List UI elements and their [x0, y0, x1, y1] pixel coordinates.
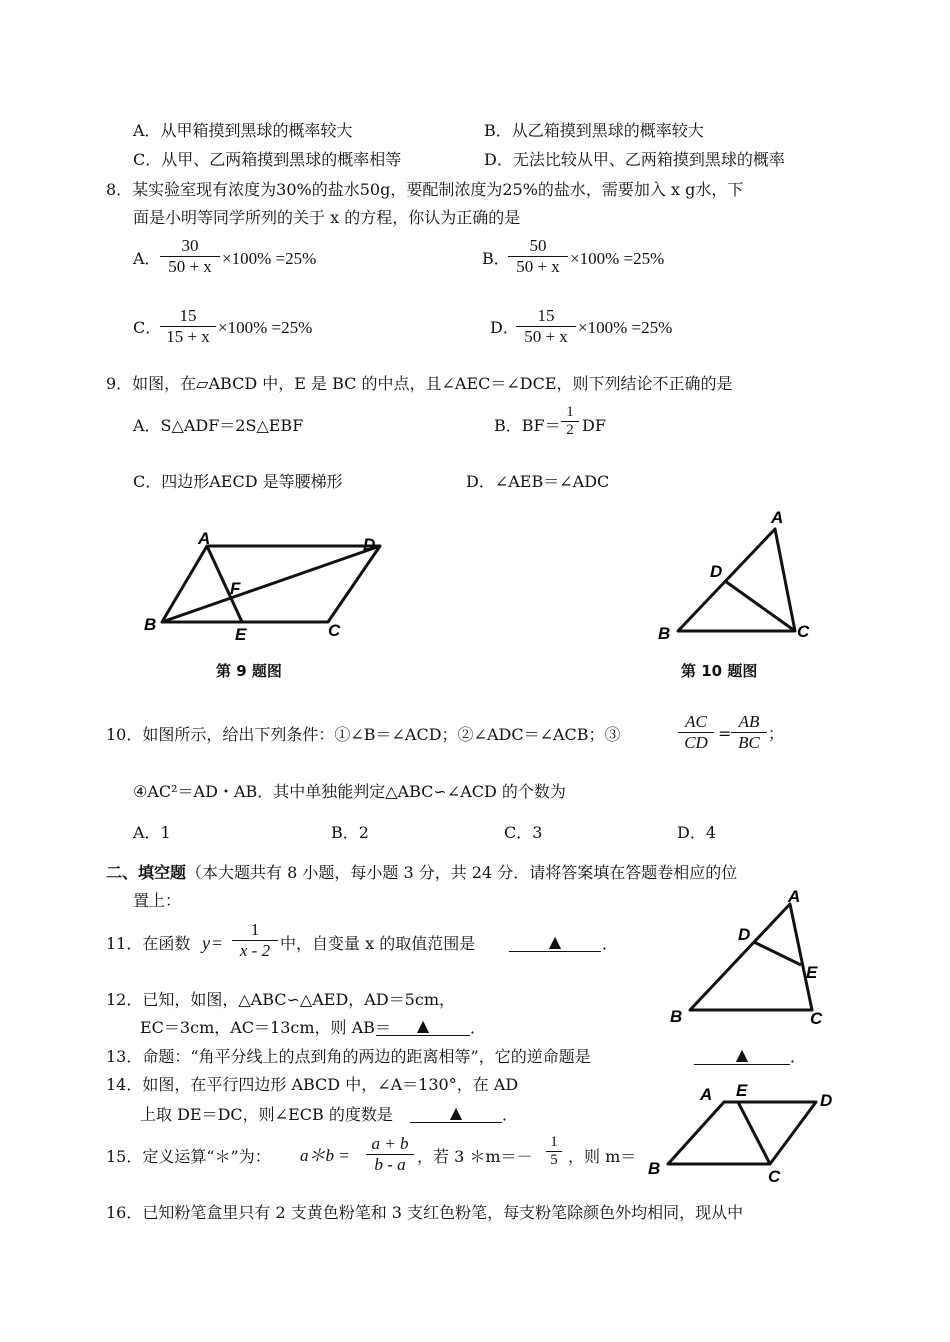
q12-line2: EC＝3cm，AC＝13cm，则 AB＝: [140, 1018, 391, 1037]
q9-option-b-pre: B．BF＝: [494, 416, 561, 435]
q11-denominator: x - 2: [239, 940, 271, 960]
q11-answer-blank[interactable]: [509, 932, 601, 952]
fig9-label-b: B: [144, 615, 157, 634]
fig9-segment-bd: [162, 546, 380, 622]
q10-condition-4: ④AC²＝AD・AB．其中单独能判定△ABC∽∠ACD 的个数为: [133, 782, 566, 801]
q7-option-d: D．无法比较从甲、乙两箱摸到黑球的概率: [484, 150, 785, 169]
section-2-heading: [106, 863, 737, 882]
q15-value-numerator: 1: [546, 1134, 562, 1152]
q12-end: ．: [470, 1018, 487, 1037]
q12-answer-mark: ▲: [376, 1016, 470, 1036]
q11-equals: =: [212, 933, 223, 953]
q8-a-numerator: 30: [160, 236, 220, 257]
q7-option-b: B．从乙箱摸到黑球的概率较大: [484, 121, 704, 140]
fig12-label-a: A: [788, 887, 801, 906]
q8-a-fraction: [160, 236, 220, 276]
q8-d-tail: ×100% =25%: [578, 318, 673, 337]
q14-answer-blank[interactable]: [410, 1103, 502, 1123]
q8-b-numerator: 50: [508, 236, 568, 257]
fig14-label-c: C: [768, 1167, 781, 1184]
fig9-label-c: C: [328, 621, 341, 640]
section-2-desc-line2: 置上：: [133, 891, 182, 910]
q8-b-tail: ×100% =25%: [570, 249, 665, 268]
q9-option-c: C．四边形AECD 是等腰梯形: [133, 472, 343, 491]
q8-d-denominator: 50 + x: [524, 326, 568, 346]
fig12-segment-de: [754, 942, 801, 965]
q8-d-label: D．: [490, 318, 519, 337]
q13-answer-mark: ▲: [694, 1045, 790, 1065]
q14-end: ．: [502, 1105, 519, 1124]
fig9-label-a: A: [198, 530, 211, 548]
figure-9-parallelogram: [140, 530, 400, 648]
fig14-label-b: B: [648, 1159, 661, 1178]
q7-option-c: C．从甲、乙两箱摸到黑球的概率相等: [133, 150, 402, 169]
q9-b-numerator: 1: [561, 404, 579, 422]
q13-text: 13．命题：“角平分线上的点到角的两边的距离相等”，它的逆命题是: [106, 1047, 591, 1066]
q12-line1: 12．已知，如图，△ABC∽△AED，AD＝5cm，: [106, 990, 455, 1009]
q15-operator: a＊b =: [300, 1146, 350, 1165]
q8-c-tail: ×100% =25%: [218, 318, 313, 337]
q8-d-fraction: [516, 306, 576, 346]
section-2-title: 二、填空题: [106, 863, 187, 882]
q16-text: 16．已知粉笔盒里只有 2 支黄色粉笔和 3 支红色粉笔，每支粉笔除颜色外均相同，现从中: [106, 1203, 744, 1222]
q9-b-denominator: 2: [566, 422, 574, 439]
q14-answer-mark: ▲: [410, 1103, 502, 1123]
q10-f1-denominator: CD: [684, 732, 708, 752]
q8-b-fraction: [508, 236, 568, 276]
q10-equals: =: [718, 724, 732, 743]
fig12-label-e: E: [806, 963, 818, 982]
q11-end: ．: [602, 934, 619, 953]
q15-denominator: b - a: [374, 1154, 406, 1174]
q8-a-tail: ×100% =25%: [222, 249, 317, 268]
q10-f2-denominator: BC: [738, 732, 760, 752]
figure-14-parallelogram: [644, 1078, 844, 1184]
q10-f1-numerator: AC: [678, 712, 714, 733]
fig12-label-d: D: [738, 925, 751, 944]
q7-option-a: A．从甲箱摸到黑球的概率较大: [133, 121, 353, 140]
q8-stem-line1: 8．某实验室现有浓度为30%的盐水50g，要配制浓度为25%的盐水，需要加入 x g水，下: [106, 180, 744, 199]
fig9-label-f: F: [230, 579, 241, 598]
fig10-triangle-abc: [678, 529, 795, 631]
q15-pre: 15．定义运算“＊”为：: [106, 1147, 271, 1166]
fig10-label-d: D: [710, 562, 723, 581]
q8-c-numerator: 15: [160, 306, 216, 327]
q13-end: ．: [790, 1047, 807, 1066]
q15-mid: ，若 3 ＊m＝－: [417, 1147, 533, 1166]
fig14-segment-ec: [738, 1102, 770, 1164]
fig10-segment-dc: [725, 581, 795, 631]
q8-b-denominator: 50 + x: [516, 256, 560, 276]
q15-numerator: a + b: [366, 1134, 414, 1155]
q9-stem: 9．如图，在▱ABCD 中，E 是 BC 的中点，且∠AEC＝∠DCE，则下列结论不正确的是: [106, 374, 733, 393]
q10-stem: 10．如图所示，给出下列条件：①∠B＝∠ACD；②∠ADC＝∠ACB；③: [106, 725, 621, 744]
fig9-label-e: E: [235, 625, 247, 644]
fig10-label-a: A: [771, 508, 784, 527]
q11-pre: 11．在函数: [106, 934, 191, 953]
q10-option-b: B．2: [331, 823, 369, 842]
q10-option-d: D．4: [677, 823, 717, 842]
q15-post: ，则 m＝: [568, 1147, 637, 1166]
q13-answer-blank[interactable]: [694, 1045, 790, 1065]
q15-value-fraction: [546, 1134, 562, 1170]
fig12-triangle-abc: [690, 904, 812, 1010]
figure-9-caption: 第 9 题图: [216, 662, 282, 680]
q8-d-numerator: 15: [516, 306, 576, 327]
figure-10-triangle: [650, 505, 830, 647]
q14-line1: 14．如图，在平行四边形 ABCD 中，∠A＝130°，在 AD: [106, 1075, 519, 1094]
q11-numerator: 1: [232, 920, 278, 941]
q8-a-label: A．: [133, 249, 161, 268]
q8-a-denominator: 50 + x: [168, 256, 212, 276]
figure-12-triangle: [660, 884, 840, 1028]
q8-b-label: B．: [482, 249, 510, 268]
q14-line2: 上取 DE＝DC，则∠ECB 的度数是: [140, 1105, 393, 1124]
q8-c-fraction: [160, 306, 216, 346]
q11-answer-mark: ▲: [509, 932, 601, 952]
q12-answer-blank[interactable]: [376, 1016, 470, 1036]
q15-fraction: [366, 1134, 414, 1174]
q9-option-a: A．S△ADF＝2S△EBF: [133, 416, 304, 435]
q8-stem-line2: 面是小明等同学所列的关于 x 的方程，你认为正确的是: [133, 208, 521, 227]
figure-10-caption: 第 10 题图: [681, 662, 758, 680]
q10-option-c: C．3: [504, 823, 543, 842]
q10-fraction-ac-cd: [678, 712, 714, 752]
q8-c-label: C．: [133, 318, 162, 337]
q10-semicolon: ；: [768, 724, 785, 743]
q9-b-fraction: [561, 404, 579, 440]
fig10-label-c: C: [797, 622, 810, 641]
q9-option-d: D．∠AEB＝∠ADC: [466, 472, 610, 491]
fig14-label-d: D: [820, 1091, 833, 1110]
fig9-label-d: D: [363, 535, 376, 554]
fig10-label-b: B: [658, 624, 671, 643]
q9-option-b-post: DF: [582, 416, 606, 435]
q10-fraction-ab-bc: [731, 712, 767, 752]
q11-fraction: [232, 920, 278, 960]
q10-option-a: A．1: [133, 823, 171, 842]
fig14-label-a: A: [700, 1085, 713, 1104]
q11-y: y: [202, 933, 210, 953]
fig14-label-e: E: [736, 1081, 748, 1100]
q15-value-denominator: 5: [550, 1152, 558, 1169]
q8-c-denominator: 15 + x: [166, 326, 210, 346]
fig12-label-c: C: [810, 1009, 823, 1028]
q10-f2-numerator: AB: [731, 712, 767, 733]
fig12-label-b: B: [670, 1007, 683, 1026]
section-2-desc: （本大题共有 8 小题，每小题 3 分，共 24 分．请将答案填在答题卷相应的位: [186, 863, 738, 882]
q11-post: 中，自变量 x 的取值范围是: [280, 934, 476, 953]
